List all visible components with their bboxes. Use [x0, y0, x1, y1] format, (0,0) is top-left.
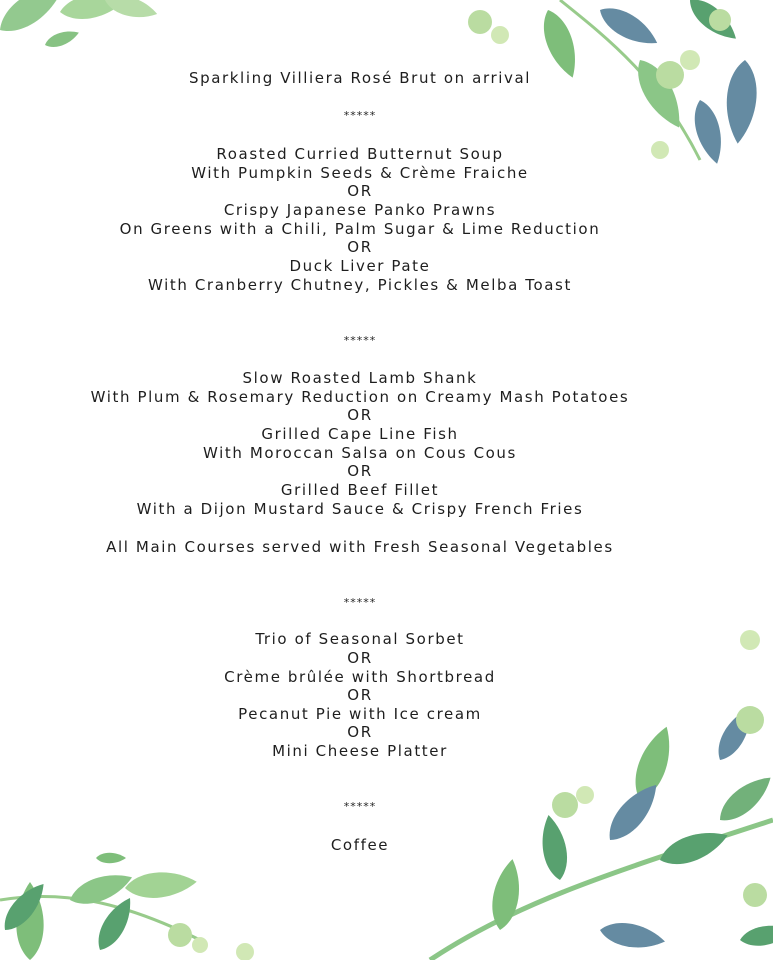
- dessert-or: OR: [347, 649, 373, 667]
- main-or: OR: [347, 462, 373, 480]
- dessert-line: Trio of Seasonal Sorbet: [255, 630, 465, 648]
- course-separator: *****: [343, 334, 377, 347]
- dessert-line: Crème brûlée with Shortbread: [224, 668, 496, 686]
- starter-line: Roasted Curried Butternut Soup: [216, 145, 504, 163]
- starter-or: OR: [347, 238, 373, 256]
- main-line: Grilled Cape Line Fish: [261, 425, 459, 443]
- main-or: OR: [347, 406, 373, 424]
- dessert-line: Mini Cheese Platter: [272, 742, 448, 760]
- starter-line: Duck Liver Pate: [289, 257, 431, 275]
- mains-note: All Main Courses served with Fresh Seasonal Vegetables: [106, 538, 614, 556]
- starter-line: On Greens with a Chili, Palm Sugar & Lime Reduction: [119, 220, 601, 238]
- course-separator: *****: [343, 109, 377, 122]
- course-separator: *****: [343, 596, 377, 609]
- coffee: Coffee: [330, 836, 390, 854]
- starter-line: Crispy Japanese Panko Prawns: [223, 201, 497, 219]
- main-line: With Moroccan Salsa on Cous Cous: [203, 444, 517, 462]
- bottom-left-leaves-icon: [0, 853, 254, 960]
- top-left-leaves-icon: [0, 0, 160, 51]
- starter-line: With Pumpkin Seeds & Crème Fraiche: [191, 164, 529, 182]
- welcome-drink: Sparkling Villiera Rosé Brut on arrival: [188, 69, 532, 87]
- main-line: With a Dijon Mustard Sauce & Crispy French Fries: [136, 500, 584, 518]
- course-separator: *****: [343, 800, 377, 813]
- main-line: Grilled Beef Fillet: [280, 481, 440, 499]
- dessert-or: OR: [347, 686, 373, 704]
- dessert-or: OR: [347, 723, 373, 741]
- starter-line: With Cranberry Chutney, Pickles & Melba Toast: [148, 276, 572, 294]
- main-line: Slow Roasted Lamb Shank: [242, 369, 478, 387]
- dessert-line: Pecanut Pie with Ice cream: [238, 705, 482, 723]
- main-line: With Plum & Rosemary Reduction on Creamy Mash Potatoes: [90, 388, 630, 406]
- starter-or: OR: [347, 182, 373, 200]
